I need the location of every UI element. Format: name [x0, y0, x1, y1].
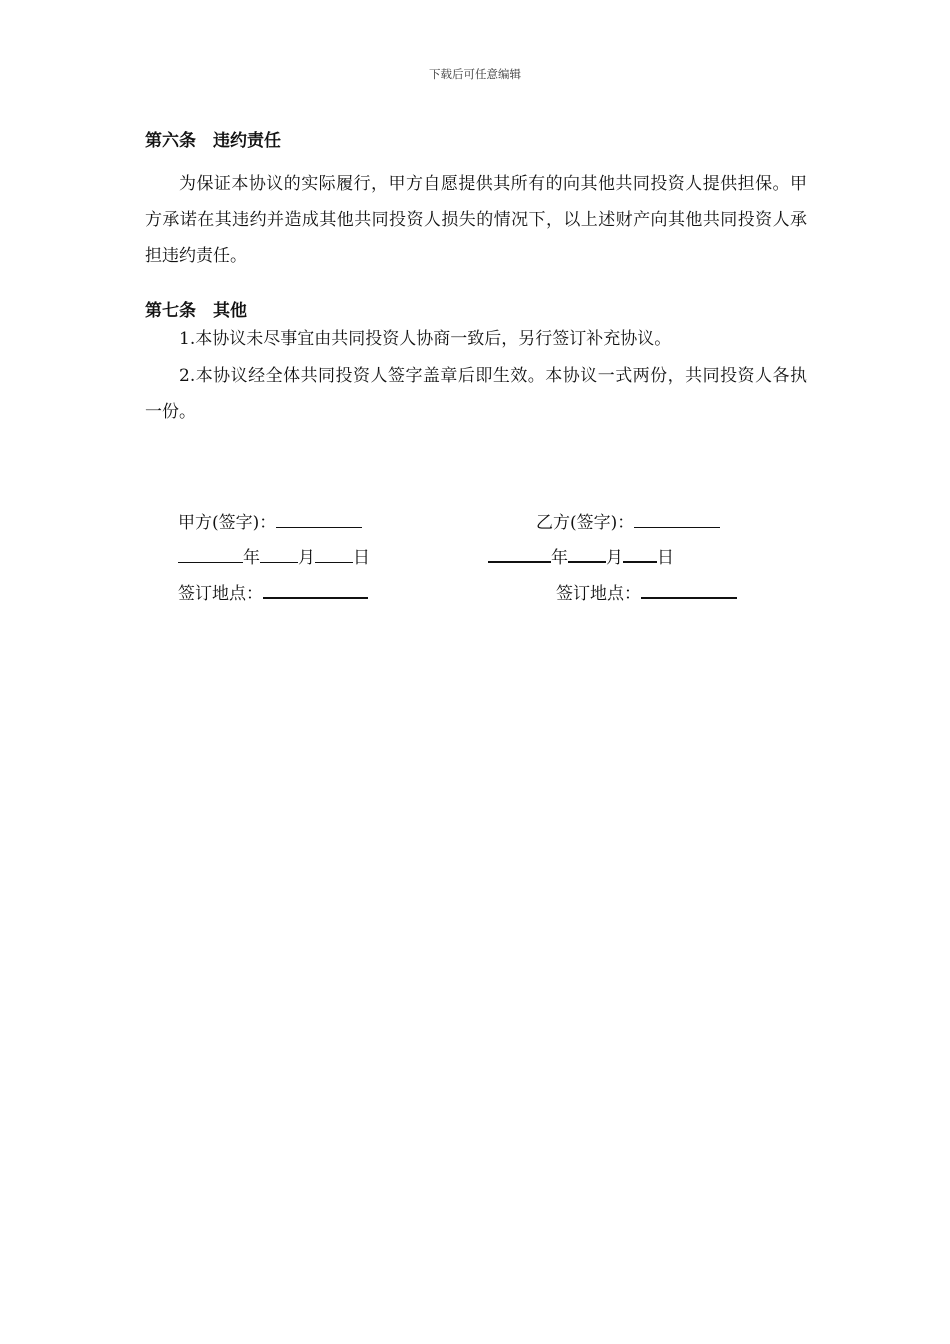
party-a-day-blank[interactable] [315, 546, 353, 563]
party-b-day-label: 日 [657, 548, 674, 568]
party-a-day-label: 日 [353, 548, 370, 568]
party-a-signature-line [178, 508, 362, 533]
party-b-place-blank[interactable] [641, 581, 737, 599]
party-b-month-blank[interactable] [568, 545, 606, 563]
article-6-heading: 第六条 违约责任 [145, 131, 281, 151]
party-b-sign-blank[interactable] [634, 511, 720, 528]
party-a-sign-blank[interactable] [276, 511, 362, 528]
party-b-sign-label: 乙方(签字)： [536, 513, 635, 533]
party-a-place-line [178, 579, 368, 604]
party-b-signature-line [536, 508, 720, 533]
party-a-year-label: 年 [243, 548, 260, 568]
article-7-heading: 第七条 其他 [145, 301, 247, 321]
party-a-month-blank[interactable] [260, 546, 298, 563]
party-b-year-blank[interactable] [488, 545, 551, 563]
party-a-date-line [178, 543, 370, 568]
party-a-place-label: 签订地点： [178, 584, 263, 604]
party-a-year-blank[interactable] [178, 546, 243, 563]
party-b-day-blank[interactable] [623, 545, 657, 563]
party-b-month-label: 月 [606, 548, 623, 568]
article-7-clause-2: 2.本协议经全体共同投资人签字盖章后即生效。本协议一式两份，共同投资人各执一份。 [145, 366, 807, 422]
party-b-year-label: 年 [551, 548, 568, 568]
party-a-month-label: 月 [298, 548, 315, 568]
party-a-place-blank[interactable] [263, 581, 368, 599]
page-header-note: 下载后可任意编辑 [429, 67, 521, 81]
party-b-date-line [488, 543, 674, 568]
article-7-clause-1: 1.本协议未尽事宜由共同投资人协商一致后，另行签订补充协议。 [179, 329, 672, 349]
party-b-place-line [556, 579, 737, 604]
article-6-paragraph: 为保证本协议的实际履行，甲方自愿提供其所有的向其他共同投资人提供担保。甲方承诺在其违约并造成其他共同投资人损失的情况下，以上述财产向其他共同投资人承担违约责任。 [145, 174, 807, 266]
party-b-place-label: 签订地点： [556, 584, 641, 604]
party-a-sign-label: 甲方(签字)： [178, 513, 277, 533]
